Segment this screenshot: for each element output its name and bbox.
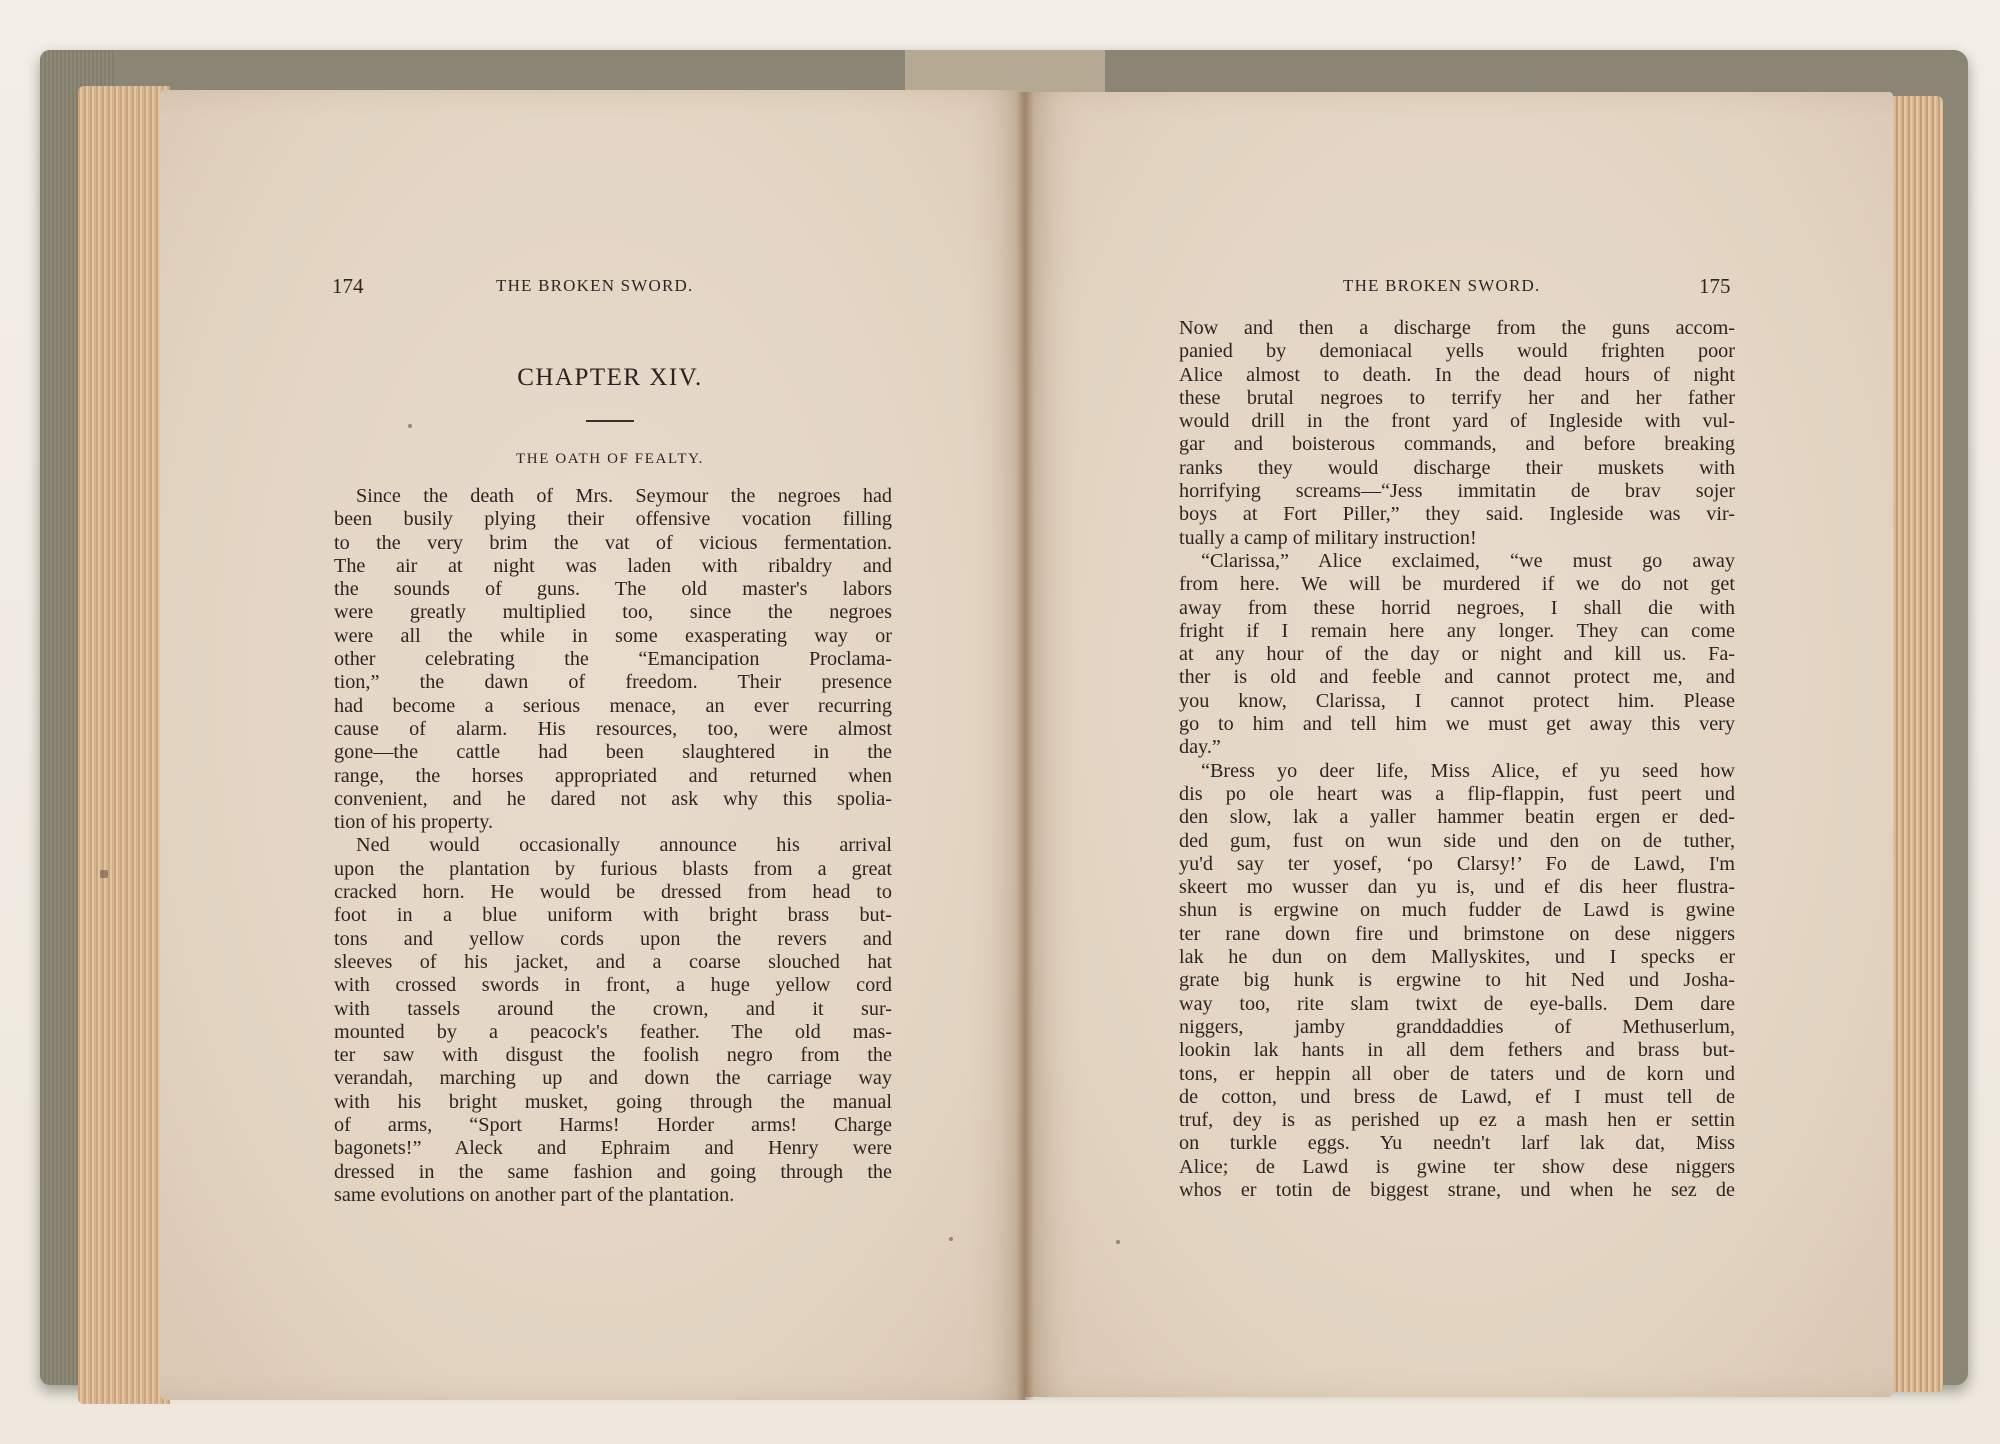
text-line: were greatly multiplied too, since the negroes	[334, 601, 892, 624]
text-line: yu'd say ter yosef, ‘po Clarsy!’ Fo de Lawd, I'm	[1179, 852, 1735, 875]
text-line: den slow, lak a yaller hammer beatin ergen er ded-	[1179, 806, 1735, 829]
text-line: boys at Fort Piller,” they said. Ingleside was vir-	[1179, 503, 1735, 526]
text-line: go to him and tell him we must get away this very	[1179, 713, 1735, 736]
text-line: the sounds of guns. The old master's labors	[334, 578, 892, 601]
text-line: lookin lak hants in all dem fethers and brass but-	[1179, 1039, 1735, 1062]
right-page-number: 175	[1699, 274, 1731, 298]
text-line: on turkle eggs. Yu needn't larf lak dat, Miss	[1179, 1132, 1735, 1155]
text-line: from here. We will be murdered if we do not get	[1179, 573, 1735, 596]
right-page-edges	[1888, 96, 1943, 1392]
text-line: lak he dun on dem Mallyskites, und I specks er	[1179, 946, 1735, 969]
text-line: these brutal negroes to terrify her and her father	[1179, 386, 1735, 409]
text-line: mounted by a peacock's feather. The old mas-	[334, 1020, 892, 1043]
text-line: Now and then a discharge from the guns accom-	[1179, 317, 1735, 339]
paper-speck	[949, 1237, 953, 1241]
text-line: way too, rite slam twixt de eye-balls. Dem dare	[1179, 992, 1735, 1015]
text-line: with his bright musket, going through the manual	[334, 1090, 892, 1113]
text-line: skeert mo wusser dan yu is, und ef dis heer flustra-	[1179, 876, 1735, 899]
left-running-head: THE BROKEN SWORD.	[496, 276, 694, 295]
text-line: been busily plying their offensive vocation filling	[334, 508, 892, 531]
text-line: cause of alarm. His resources, too, were almost	[334, 717, 892, 740]
chapter-subtitle: THE OATH OF FEALTY.	[516, 451, 704, 467]
text-line: tion of his property.	[334, 811, 494, 834]
text-line: range, the horses appropriated and returned when	[334, 764, 892, 787]
worn-spine	[905, 50, 1105, 95]
left-page-edges	[78, 86, 170, 1404]
text-line: whos er totin de biggest strane, und when he sez de	[1179, 1178, 1735, 1201]
text-line: ter rane down fire und brimstone on dese niggers	[1179, 922, 1735, 945]
book-gutter	[1016, 92, 1034, 1400]
text-line: de cotton, und bress de Lawd, ef I must tell de	[1179, 1085, 1735, 1108]
text-line: tually a camp of military instruction!	[1179, 526, 1477, 549]
text-line: with crossed swords in front, a huge yellow cord	[334, 974, 892, 997]
text-line: Since the death of Mrs. Seymour the negroes had	[356, 485, 892, 507]
text-line: you know, Clarissa, I cannot protect him. Please	[1179, 689, 1735, 712]
text-line: Ned would occasionally announce his arrival	[356, 834, 892, 857]
paper-speck	[100, 870, 108, 878]
chapter-title: CHAPTER XIV.	[517, 364, 703, 391]
left-page-text	[334, 485, 892, 1207]
chapter-rule	[586, 420, 634, 422]
text-line: gar and boisterous commands, and before breaking	[1179, 433, 1735, 456]
text-line: ther is old and feeble and cannot protect me, and	[1179, 666, 1735, 689]
text-line: dressed in the same fashion and going through the	[334, 1160, 892, 1183]
text-line: were all the while in some exasperating way or	[334, 624, 892, 647]
text-line: niggers, jamby granddaddies of Methuserlum,	[1179, 1015, 1735, 1038]
text-line: grate big hunk is ergwine to hit Ned und Josha-	[1179, 969, 1735, 992]
right-page-text	[1179, 317, 1735, 1202]
text-line: ranks they would discharge their muskets with	[1179, 456, 1735, 479]
text-line: upon the plantation by furious blasts from a great	[334, 857, 892, 880]
left-page-number: 174	[332, 274, 364, 298]
text-line: ter saw with disgust the foolish negro from the	[334, 1044, 892, 1067]
text-line: gone—the cattle had been slaughtered in the	[334, 741, 892, 764]
text-line: tons, er heppin all ober de taters und de korn und	[1179, 1062, 1735, 1085]
text-line: shun is ergwine on much fudder de Lawd is gwine	[1179, 899, 1735, 922]
text-line: away from these horrid negroes, I shall die with	[1179, 596, 1735, 619]
text-line: ded gum, fust on wun side und den on de tuther,	[1179, 829, 1735, 852]
text-line: of arms, “Sport Harms! Horder arms! Charge	[334, 1114, 892, 1137]
text-line: horrifying screams—“Jess immitatin de brav sojer	[1179, 480, 1735, 503]
text-line: at any hour of the day or night and kill us. Fa-	[1179, 643, 1735, 666]
paper-speck	[408, 424, 412, 428]
text-line: dis po ole heart was a flip-flappin, fust peert und	[1179, 782, 1735, 805]
text-line: would drill in the front yard of Ingleside with vul-	[1179, 410, 1735, 433]
text-line: sleeves of his jacket, and a coarse slouched hat	[334, 950, 892, 973]
text-line: to the very brim the vat of vicious fermentation.	[334, 531, 892, 554]
text-line: truf, dey is as perished up ez a mash hen er settin	[1179, 1109, 1735, 1132]
text-line: had become a serious menace, an ever recurring	[334, 694, 892, 717]
text-line: foot in a blue uniform with bright brass but-	[334, 904, 892, 927]
text-line: The air at night was laden with ribaldry and	[334, 554, 892, 577]
text-line: Alice; de Lawd is gwine ter show dese niggers	[1179, 1155, 1735, 1178]
text-line: cracked horn. He would be dressed from head to	[334, 881, 892, 904]
text-line: tons and yellow cords upon the revers and	[334, 927, 892, 950]
text-line: “Clarissa,” Alice exclaimed, “we must go away	[1201, 549, 1735, 572]
text-line: same evolutions on another part of the plantation.	[334, 1183, 735, 1206]
text-line: tion,” the dawn of freedom. Their presence	[334, 671, 892, 694]
text-line: day.”	[1179, 736, 1221, 759]
text-line: with tassels around the crown, and it sur-	[334, 997, 892, 1020]
text-line: convenient, and he dared not ask why this spolia-	[334, 787, 892, 810]
right-running-head: THE BROKEN SWORD.	[1343, 276, 1541, 295]
text-line: panied by demoniacal yells would frighten poor	[1179, 340, 1735, 363]
text-line: verandah, marching up and down the carriage way	[334, 1067, 892, 1090]
text-line: bagonets!” Aleck and Ephraim and Henry were	[334, 1137, 892, 1160]
text-line: other celebrating the “Emancipation Proclama-	[334, 648, 892, 671]
text-line: “Bress yo deer life, Miss Alice, ef yu seed how	[1201, 759, 1735, 782]
text-line: Alice almost to death. In the dead hours of night	[1179, 363, 1735, 386]
text-line: fright if I remain here any longer. They can come	[1179, 619, 1735, 642]
paper-speck	[1116, 1240, 1120, 1244]
